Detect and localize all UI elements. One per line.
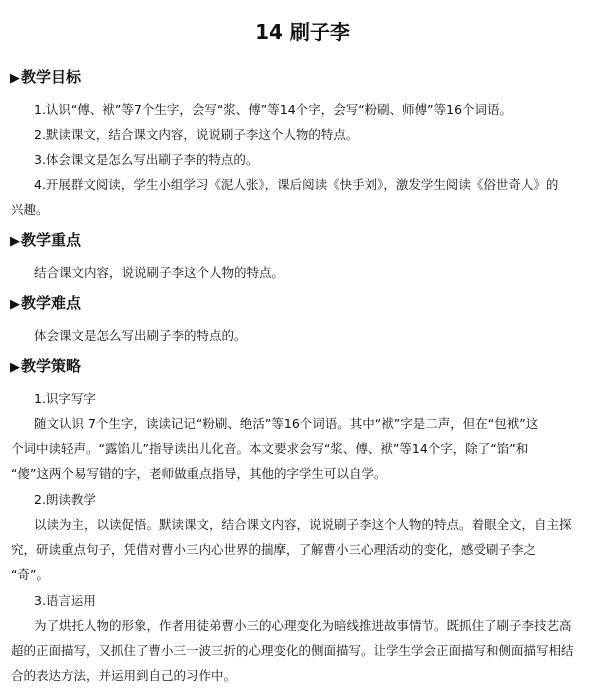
- triangle-bullet-icon: ▶: [10, 71, 20, 86]
- strategy-line: “傻”这两个易写错的字，老师做重点指导，其他的字学生可以自学。: [11, 466, 387, 481]
- strategy-line: 合的表达方法，并运用到自己的习作中。: [11, 668, 237, 683]
- objective-item: 1.认识“傅、袱”等7个生字，会写“浆、傅”等14个字，会写“粉刷、师傅”等16个词语。: [34, 102, 513, 117]
- strategy-line: 以读为主，以读促悟。默读课文，结合课文内容，说说刷子李这个人物的特点。着眼全文，自主探: [34, 517, 572, 532]
- triangle-bullet-icon: ▶: [10, 297, 20, 312]
- key-points-text: 结合课文内容，说说刷子李这个人物的特点。: [34, 265, 285, 280]
- strategy-subtitle-reading: 2.朗读教学: [34, 492, 96, 507]
- section-heading-objectives: [10, 66, 81, 90]
- strategy-subtitle-language: 3.语言运用: [34, 593, 96, 608]
- strategy-line: 超的正面描写，又抓住了曹小三一波三折的心理变化的侧面描写。让学生学会正面描写和侧面描写相结: [11, 643, 574, 658]
- section-heading-difficulties: [10, 292, 81, 316]
- objective-item: 4.开展群文阅读，学生小组学习《泥人张》，课后阅读《快手刘》，激发学生阅读《俗世奇人》的: [34, 177, 559, 192]
- triangle-bullet-icon: ▶: [10, 360, 20, 375]
- difficulties-text: 体会课文是怎么写出刷子李的特点的。: [34, 328, 247, 343]
- heading-label: 教学目标: [21, 68, 82, 86]
- strategy-line: 个词中读轻声。“露馅儿”指导读出儿化音。本文要求会写“浆、傅、袱”等14个字，除了“馅”和: [11, 441, 529, 456]
- triangle-bullet-icon: ▶: [10, 234, 20, 249]
- objective-item: 2.默读课文，结合课文内容，说说刷子李这个人物的特点。: [34, 127, 359, 142]
- heading-label: 教学策略: [21, 357, 82, 375]
- objective-item-continued: 兴趣。: [11, 202, 49, 217]
- strategy-subtitle-literacy: 1.识字写字: [34, 391, 96, 406]
- objective-item: 3.体会课文是怎么写出刷子李的特点的。: [34, 152, 259, 167]
- heading-label: 教学重点: [21, 231, 82, 249]
- section-heading-key-points: [10, 229, 81, 253]
- heading-label: 教学难点: [21, 294, 82, 312]
- section-heading-strategy: [10, 355, 81, 379]
- strategy-line: 随文认识 7个生字，读读记记“粉刷、绝活”等16个词语。其中“袱”字是二声，但在“包袱”这: [34, 416, 539, 431]
- document-title: 14 刷子李: [255, 20, 350, 44]
- strategy-line: “奇”。: [11, 567, 49, 582]
- strategy-line: 为了烘托人物的形象，作者用徒弟曹小三的心理变化为暗线推进故事情节。既抓住了刷子李技艺高: [34, 618, 572, 633]
- strategy-line: 究，研读重点句子，凭借对曹小三内心世界的揣摩，了解曹小三心理活动的变化，感受刷子李之: [11, 542, 537, 557]
